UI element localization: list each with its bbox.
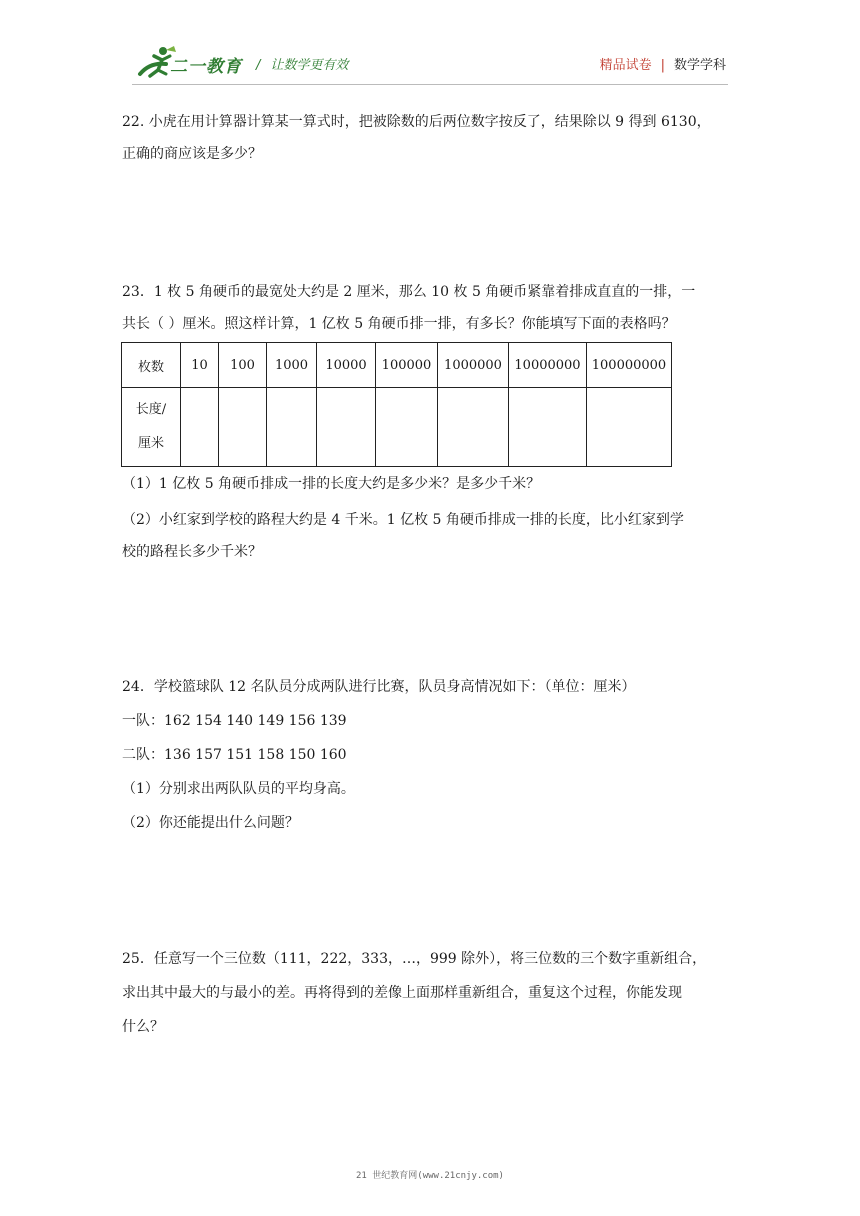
slogan-text: 让数学更有效 bbox=[270, 58, 349, 73]
question-23-line-2: 共长（ ）厘米。照这样计算，1 亿枚 5 角硬币排一排，有多长？你能填写下面的表格吗？ bbox=[122, 316, 676, 332]
header-tags bbox=[600, 54, 726, 73]
table-cell: 100000 bbox=[376, 343, 438, 388]
question-23-sub-2-line-1: （2）小红家到学校的路程大约是 4 千米。1 亿枚 5 角硬币排成一排的长度，比小红家到学 bbox=[122, 512, 684, 528]
subject-tag: 数学学科 bbox=[673, 58, 726, 73]
table-cell: 100 bbox=[219, 343, 267, 388]
question-23-line-1: 23．1 枚 5 角硬币的最宽处大约是 2 厘米，那么 10 枚 5 角硬币紧靠着排成直直的一排，一 bbox=[122, 284, 696, 300]
table-cell: 1000000 bbox=[438, 343, 509, 388]
question-24-sub-2: （2）你还能提出什么问题？ bbox=[122, 815, 299, 831]
page-header bbox=[0, 0, 860, 92]
header-separator: | bbox=[660, 58, 665, 73]
question-22-line-2: 正确的商应该是多少？ bbox=[122, 146, 262, 162]
logo-text: 二一教育 bbox=[170, 57, 242, 77]
table-cell: 100000000 bbox=[587, 343, 672, 388]
answer-cell[interactable] bbox=[181, 388, 219, 467]
question-24-line-1: 24．学校篮球队 12 名队员分成两队进行比赛，队员身高情况如下：（单位：厘米） bbox=[122, 679, 636, 695]
answer-cell[interactable] bbox=[267, 388, 317, 467]
table-cell: 1000 bbox=[267, 343, 317, 388]
length-label-line-2: 厘米 bbox=[137, 436, 164, 451]
table-header-count: 枚数 bbox=[122, 343, 181, 388]
question-23-sub-1-text: （1）1 亿枚 5 角硬币排成一排的长度大约是多少米？是多少千米？ bbox=[122, 476, 541, 492]
slogan-slash: / bbox=[256, 58, 261, 73]
table-header-length bbox=[122, 388, 181, 467]
question-23-sub-1 bbox=[122, 468, 734, 500]
question-22-line-1: 22. 小虎在用计算器计算某一算式时，把被除数的后两位数字按反了，结果除以 9 得到 6130， bbox=[122, 114, 711, 130]
table-row bbox=[122, 388, 672, 467]
length-label-line-1: 长度/ bbox=[135, 402, 167, 417]
question-23 bbox=[122, 276, 734, 340]
answer-cell[interactable] bbox=[376, 388, 438, 467]
answer-cell[interactable] bbox=[317, 388, 376, 467]
question-25-line-2: 求出其中最大的与最小的差。再将得到的差像上面那样重新组合，重复这个过程，你能发现 bbox=[122, 985, 682, 1001]
premium-tag: 精品试卷 bbox=[599, 58, 652, 73]
answer-cell[interactable] bbox=[509, 388, 587, 467]
answer-cell[interactable] bbox=[587, 388, 672, 467]
question-22 bbox=[122, 106, 734, 170]
table-row bbox=[122, 343, 672, 388]
question-24 bbox=[122, 670, 734, 840]
team-1-heights: 一队：162 154 140 149 156 139 bbox=[122, 713, 347, 729]
question-24-sub-1: （1）分别求出两队队员的平均身高。 bbox=[122, 781, 355, 797]
slogan bbox=[256, 54, 348, 73]
question-25 bbox=[122, 942, 734, 1044]
answer-cell[interactable] bbox=[219, 388, 267, 467]
header-divider bbox=[132, 84, 728, 85]
table-cell: 10 bbox=[181, 343, 219, 388]
question-23-sub-2 bbox=[122, 504, 734, 568]
question-25-line-3: 什么？ bbox=[122, 1019, 164, 1035]
coin-length-table bbox=[121, 342, 672, 467]
question-23-sub-2-line-2: 校的路程长多少千米？ bbox=[122, 544, 262, 560]
question-25-line-1: 25．任意写一个三位数（111，222，333，…，999 除外），将三位数的三个数字重新组合， bbox=[122, 951, 707, 967]
table-cell: 10000 bbox=[317, 343, 376, 388]
answer-cell[interactable] bbox=[438, 388, 509, 467]
team-2-heights: 二队：136 157 151 158 150 160 bbox=[122, 747, 347, 763]
page-footer: 21 世纪教育网(www.21cnjy.com) bbox=[356, 1171, 504, 1181]
table-cell: 10000000 bbox=[509, 343, 587, 388]
